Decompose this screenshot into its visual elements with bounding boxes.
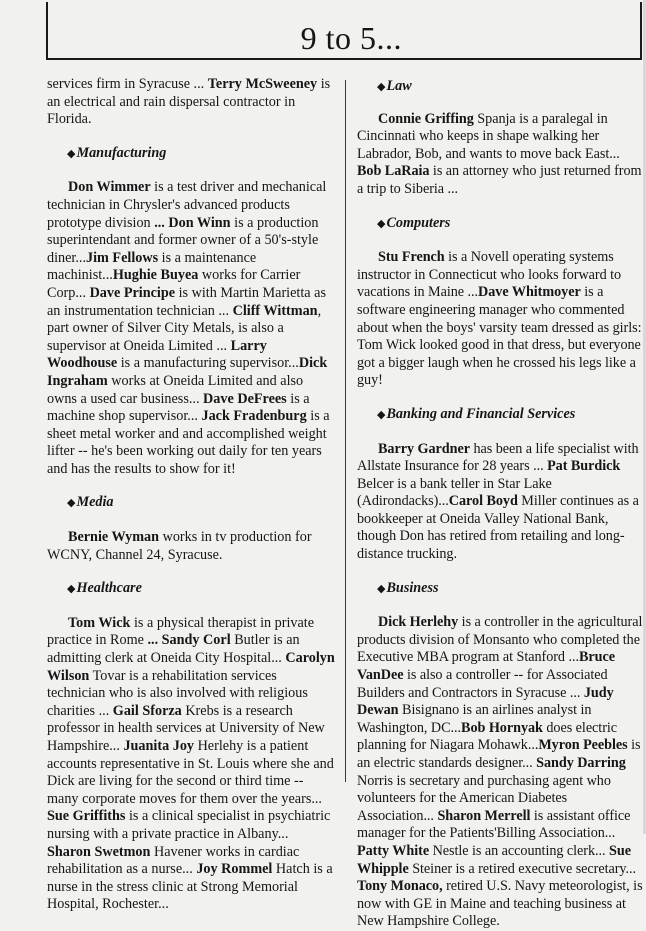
person-name: Judy Dewan [357, 684, 614, 719]
section-paragraph-healthcare [47, 615, 335, 914]
person-name: Don Wimmer [68, 179, 151, 196]
person-name: Terry McSweeney [207, 76, 318, 92]
section-heading-law [377, 78, 645, 97]
person-name: Bob LaRaia [357, 163, 430, 180]
paragraph-text: , part owner of Silver City Metals, is also a supervisor at Oneida Limited ... [47, 302, 322, 354]
person-name: Jack Fradenburg [201, 408, 307, 425]
paragraph-text: is a controller in the agricultural products division of Monsanto who completed the Executive MBA program at Stanford ... [357, 614, 643, 666]
section-heading-label: Manufacturing [76, 144, 167, 161]
section-paragraph-manufacturing [47, 179, 335, 478]
person-name: Dave DeFrees [203, 390, 287, 407]
person-name: Dick Ingraham [47, 355, 328, 389]
paragraph-text: works at Oneida Limited and also owns a used car business... [47, 372, 304, 407]
person-name: Sandy Darring [536, 755, 626, 771]
person-name: ... Don Winn [154, 214, 231, 231]
paragraph-text: does electric planning for Niagara Mohawk... [357, 719, 618, 754]
person-name: Carol Boyd [448, 493, 518, 510]
person-name: Joy Rommel [196, 861, 273, 878]
paragraph-text: is an electrical and rain dispersal contractor in Florida. [47, 76, 331, 128]
section-heading-label: Law [386, 78, 412, 94]
diamond-bullet-icon: ◆ [67, 147, 76, 160]
paragraph-text: Spanja is a paralegal in Cincinnati who keeps in shape walking her Labrador, Bob, and wants to move back East... [357, 110, 620, 162]
person-name: Pat Burdick [547, 458, 621, 475]
section-heading-manufacturing [67, 145, 335, 164]
paragraph-text: Hatch is a nurse in the stress clinic at Strong Memorial Hospital, Rochester... [47, 861, 333, 913]
paragraph-text: Nestle is an accounting clerk... [429, 842, 610, 859]
section-heading-label: Business [386, 579, 439, 596]
diamond-bullet-icon: ◆ [377, 582, 386, 595]
diamond-bullet-icon: ◆ [377, 81, 386, 93]
paragraph-text: Tovar is a rehabilitation services technician who is also involved with religious charities ... [47, 667, 308, 719]
paragraph-text: is with Martin Marietta as an instrumentation technician ... [47, 284, 326, 319]
paragraph-text: Butler is an admitting clerk at Oneida City Hospital... [47, 632, 300, 667]
person-name: Sue Whipple [357, 842, 631, 877]
paragraph-text: Steiner is a retired executive secretary... [408, 860, 637, 877]
paragraph-text: Miller continues as a bookkeeper at Oneida Valley National Bank, though Don has retired from retailing and long-distance trucking. [357, 493, 639, 563]
person-name: Sue Griffiths [47, 808, 126, 825]
paragraph-text: is also a controller -- for Associated Builders and Contractors in Syracuse ... [357, 667, 608, 701]
paragraph-text: services firm in Syracuse ... [47, 76, 208, 92]
paragraph-text: works in tv production for WCNY, Channel 24, Syracuse. [47, 529, 312, 563]
paragraph-text: is a machine shop supervisor... [47, 390, 310, 425]
person-name: Sharon Swetmon [47, 843, 151, 860]
paragraph-text: is a physical therapist in private practice in Rome [47, 614, 315, 649]
paragraph-text: is a software engineering manager who commented about when the boys' varsity team dressed as girls: Tom Wick looked good in that dress, but everyone got a bigger laugh when he crossed his legs like a guy! [357, 284, 642, 389]
diamond-bullet-icon: ◆ [377, 217, 386, 230]
paragraph-text: Bisignano is an airlines analyst in Washington, DC... [357, 702, 592, 736]
section-paragraph-law [357, 111, 645, 199]
paragraph-text: Havener works in cardiac rehabilitation as a nurse... [47, 843, 300, 878]
paragraph-text: Belcer is a bank teller in Star Lake (Adirondacks)... [357, 475, 552, 510]
paragraph-text: is assistant office manager for the Patients'Billing Association... [357, 807, 631, 842]
paragraph-text: is a production superintendant and former owner of a 50's-style diner... [47, 214, 319, 266]
paragraph-text: retired U.S. Navy meteorologist, is now with GE in Maine and teaching business at New Hampshire College. [357, 878, 643, 930]
person-name: Dick Herlehy [378, 614, 459, 631]
section-paragraph-business [357, 614, 645, 931]
diamond-bullet-icon: ◆ [67, 583, 76, 596]
paragraph-text: Norris is secretary and purchasing agent who volunteers for the American Diabetes Association... [357, 772, 611, 824]
paragraph-text: is a sheet metal worker and and accomplished weight lifter -- he's been working out daily for ten years and has the results to show for it! [47, 408, 330, 477]
section-heading-media [67, 494, 335, 513]
section-paragraph-media [47, 529, 335, 564]
paragraph-text: is a maintenance machinist... [47, 249, 257, 284]
paragraph-text: Krebs is a research professor in health services at University of New Hampshire... [47, 702, 325, 754]
person-name: Dave Principe [89, 284, 176, 301]
person-name: Bernie Wyman [68, 529, 160, 546]
section-heading-computers [377, 215, 645, 234]
section-heading-banking-and-financial-services [377, 406, 645, 425]
person-name: Larry Woodhouse [47, 337, 267, 372]
person-name: Patty White [357, 842, 430, 859]
paragraph-text: works for Carrier Corp... [47, 267, 301, 301]
section-heading-business [377, 580, 645, 599]
person-name: Hughie Buyea [112, 267, 199, 284]
section-heading-label: Healthcare [76, 580, 142, 597]
paragraph-text: has been a life specialist with Allstate Insurance for 28 years ... [357, 440, 639, 475]
paragraph-text: is a test driver and mechanical technician in Chrysler's advanced products prototype division [47, 179, 327, 231]
person-name: Barry Gardner [378, 440, 470, 457]
person-name: Bob Hornyak [461, 719, 543, 736]
right-column [357, 76, 645, 931]
person-name: Cliff Wittman [232, 302, 318, 319]
column-divider [345, 80, 346, 782]
diamond-bullet-icon: ◆ [67, 497, 76, 510]
person-name: Stu French [378, 249, 445, 266]
section-heading-label: Banking and Financial Services [386, 405, 576, 422]
section-heading-label: Computers [386, 214, 451, 231]
paragraph-text: is a Novell operating systems instructor in Connecticut who looks forward to vacations in Maine ... [357, 249, 622, 301]
person-name: Tony Monaco, [357, 878, 443, 895]
left-column [47, 76, 335, 914]
person-name: Connie Griffing [378, 110, 474, 127]
person-name: Juanita Joy [123, 738, 195, 754]
paragraph-text: is a clinical specialist in psychiatric nursing with a private practice in Albany... [47, 808, 331, 842]
left-intro-paragraph [47, 76, 335, 129]
page-title: 9 to 5... [300, 20, 402, 56]
person-name: Myron Peebles [538, 737, 628, 754]
person-name: Bruce VanDee [357, 649, 615, 684]
person-name: Gail Sforza [112, 702, 182, 719]
section-paragraph-banking-and-financial-services [357, 441, 645, 564]
paragraph-text: Herlehy is a patient accounts representative in St. Louis where she and Dick are living for the second or third time -- many corporate moves for them over the years... [47, 738, 334, 807]
section-heading-healthcare [67, 580, 335, 599]
paragraph-text: is a manufacturing supervisor... [117, 355, 299, 372]
paragraph-text: is an electric standards designer... [357, 737, 641, 771]
person-name: ... Sandy Corl [147, 632, 231, 649]
person-name: Carolyn Wilson [47, 650, 335, 684]
person-name: Jim Fellows [86, 249, 159, 266]
person-name: Tom Wick [68, 614, 131, 631]
person-name: Sharon Merrell [437, 807, 531, 824]
diamond-bullet-icon: ◆ [377, 408, 386, 421]
section-paragraph-computers [357, 249, 645, 390]
section-heading-label: Media [76, 494, 114, 511]
paragraph-text: is an attorney who just returned from a trip to Siberia ... [357, 163, 642, 197]
person-name: Dave Whitmoyer [478, 284, 581, 301]
